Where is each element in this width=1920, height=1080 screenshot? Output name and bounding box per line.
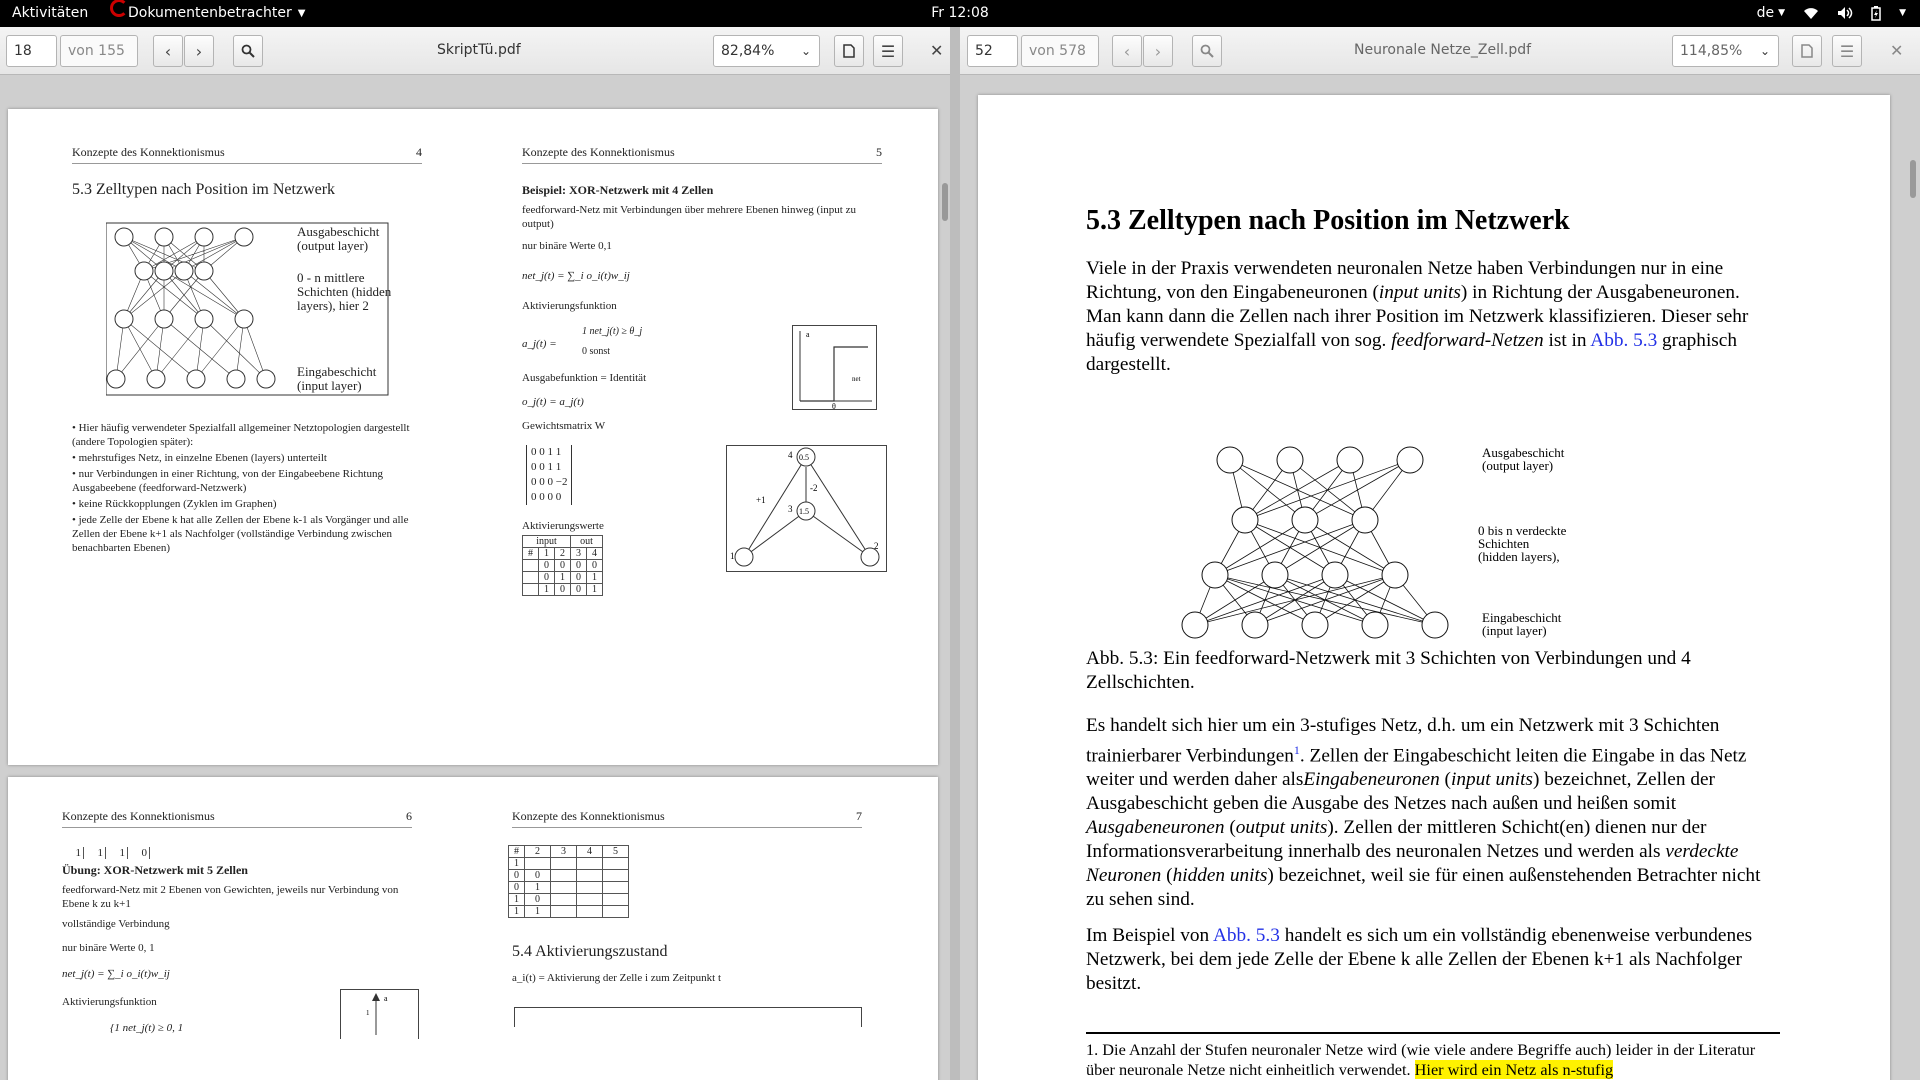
previous-page-button[interactable] (1112, 35, 1142, 67)
clock[interactable]: Fr 12:08 (931, 5, 989, 21)
plot-theta: θ (832, 402, 836, 411)
slide-title: 5.3 Zelltypen nach Position im Netzwerk (72, 181, 336, 198)
weight-matrix: 0 0 1 1 0 0 1 1 0 0 0 −2 0 0 0 0 (526, 445, 572, 505)
chevron-down-icon: ⌄ (800, 44, 811, 58)
slide-number: 6 (406, 809, 412, 823)
menu-button[interactable] (1832, 35, 1862, 67)
page-number-input[interactable]: 18 (6, 35, 57, 67)
slide-header: Konzepte des Konnektionismus (522, 145, 675, 159)
chevron-down-icon: ⌄ (1759, 44, 1770, 58)
next-page-button[interactable] (184, 35, 214, 67)
bullet-list (72, 421, 422, 555)
close-icon[interactable]: ✕ (1890, 41, 1904, 60)
formula: {1 net_j(t) ≥ 0, 1 (110, 1022, 184, 1034)
slide-text: a_i(t) = Aktivierung der Zelle i zum Zeitpunkt t (512, 972, 722, 984)
node-number: 3 (788, 504, 793, 514)
hamburger-icon: ☰ (1839, 41, 1855, 61)
slide-7 (512, 809, 882, 1080)
left-scrollbar-thumb[interactable] (942, 183, 948, 221)
chevron-left-icon: ‹ (164, 41, 172, 61)
menu-button[interactable] (873, 35, 903, 67)
slide-text: Aktivierungsfunktion (62, 996, 157, 1008)
document-icon (1801, 44, 1813, 58)
chevron-left-icon: ‹ (1123, 41, 1131, 61)
zoom-value: 82,84% (721, 43, 775, 59)
system-tray[interactable] (1757, 5, 1906, 21)
slide-text: feedforward-Netz mit Verbindungen über mehrere Ebenen hinweg (input zu output) (522, 204, 856, 230)
slide-number: 4 (416, 145, 422, 159)
figure-label-input: Eingabeschicht (input layer) (1482, 610, 1562, 638)
slide-title: Beispiel: XOR-Netzwerk mit 4 Zellen (522, 183, 714, 197)
search-icon (1200, 44, 1214, 58)
plot-value-one: 1 (366, 1009, 370, 1017)
volume-icon (1837, 6, 1853, 20)
list-item: • mehrstufiges Netz, in einzelne Ebenen (layers) unterteilt (72, 452, 327, 464)
system-top-bar (0, 0, 1920, 27)
list-item: • nur Verbindungen in einer Richtung, von der Eingabeebene Richtung Ausgabeebene (feedforward-Netzwerk) (72, 468, 383, 494)
output-layer-label: Ausgabeschicht (output layer) (297, 224, 380, 253)
formula: 0 sonst (582, 346, 611, 357)
slide-title: Übung: XOR-Netzwerk mit 5 Zellen (62, 863, 248, 877)
node-number: 1 (730, 551, 735, 561)
battery-icon (1871, 6, 1881, 21)
hidden-layers-label: 0 - n mittlere Schichten (hidden layers), hier 2 (297, 270, 392, 313)
node-number: 4 (788, 450, 793, 460)
formula: o_j(t) = a_j(t) (522, 396, 584, 408)
app-menu-label: Dokumentenbetrachter (128, 5, 292, 21)
list-item: • jede Zelle der Ebene k hat alle Zellen der Ebene k-1 als Vorgänger und alle Zellen der Ebene k+1 als Nachfolger (vollständige Verbindung zwischen benachbarten Ebenen) (72, 514, 409, 554)
slide-text: feedforward-Netz mit 2 Ebenen von Gewichten, jeweils nur Verbindung von Ebene k zu k+1 (62, 884, 399, 910)
zoom-select[interactable] (1672, 35, 1779, 67)
paragraph-2: Es handelt sich hier um ein 3-stufiges Netz, d.h. um ein Netzwerk mit 3 Schichten trainierbarer Verbindungen$^1$. Zellen der Eingabeschicht leiten die Eingabe in das Netz weiter und werden daher alsEingabeneuronen (input units) bezeichnet, Zellen der Ausgabeschicht geben die Ausgabe des Netzes nach außen und heißen somit Ausgabeneuronen (output units). Zellen der mittleren Schicht(en) dienen nur der Informationsverarbeitung innerhalb des neuronalen Netzes und werden als verdeckte Neuronen (hidden units) bezeichnet, weil sie für einen außenstehenden Betrachter nicht zu sehen sind. (1086, 715, 1761, 911)
slide-title: 5.4 Aktivierungszustand (512, 943, 668, 960)
slide-header: Konzepte des Konnektionismus (62, 809, 215, 823)
slide-text: nur binäre Werte 0,1 (522, 240, 612, 252)
right-scrollbar-thumb[interactable] (1910, 160, 1916, 198)
feedforward-network-figure (1175, 440, 1455, 640)
highlighted-text[interactable]: Hier wird ein Netz als n-stufig (1414, 1060, 1614, 1079)
figure-label-hidden: 0 bis n verdeckte Schichten (hidden layers), (1478, 523, 1567, 564)
page-19 (8, 777, 938, 1080)
slide-6 (62, 809, 422, 1080)
slide-text: Ausgabefunktion = Identität (522, 372, 647, 384)
activities-button[interactable]: Aktivitäten (12, 5, 89, 21)
power-menu-icon: ▼ (1899, 8, 1906, 18)
page-total-label: von 578 (1021, 35, 1099, 67)
activation-table: input out # 1 2 3 4 0 0 0 0 0 1 0 1 1 0 0 1 (522, 535, 603, 596)
slide-number: 5 (876, 145, 882, 159)
formula: net_j(t) = ∑_i o_i(t)w_ij (522, 270, 630, 282)
paragraph-1: Viele in der Praxis verwendeten neuronalen Netze haben Verbindungen nur in eine Richtung, von den Eingabeneuronen (input units) in Richtung der Ausgabeneuronen. Man kann dann die Zellen nach ihrer Position im Netzwerk klassifizieren. Dieser sehr häufig verwendete Spezialfall von sog. feedforward-Netzen ist in Abb. 5.3 graphisch dargestellt. (1086, 258, 1749, 375)
chevron-down-icon: ▼ (297, 7, 306, 19)
slide-header: Konzepte des Konnektionismus (512, 809, 665, 823)
formula: 1 net_j(t) ≥ θ_j (582, 326, 643, 337)
chevron-right-icon: › (195, 41, 203, 61)
page-total-label: von 155 (60, 35, 138, 67)
hamburger-icon: ☰ (880, 41, 896, 61)
slide-text: vollständige Verbindung (62, 918, 170, 930)
document-icon (843, 44, 855, 58)
left-page-view[interactable] (0, 75, 950, 1080)
section-heading: 5.3 Zelltypen nach Position im Netzwerk (1086, 205, 1570, 236)
wifi-icon (1803, 6, 1819, 20)
footnote-link[interactable]: 1 (1293, 743, 1300, 757)
search-icon (241, 44, 255, 58)
language-indicator[interactable]: de (1756, 5, 1775, 21)
paragraph-3: Im Beispiel von Abb. 5.3 handelt es sich um ein vollständig ebenenweise verbundenes Netzwerk, bei dem jede Zelle der Ebene k alle Zellen der Ebenen k+1 als Nachfolger besitzt. (1086, 925, 1753, 994)
next-page-button[interactable] (1143, 35, 1173, 67)
top-row: 1 1 1 0 (62, 847, 150, 859)
slide-5 (522, 145, 892, 745)
input-layer-label: Eingabeschicht (input layer) (297, 364, 377, 393)
weight-label: +1 (756, 495, 766, 505)
slide-text: Aktivierungsfunktion (522, 300, 617, 312)
list-item: • keine Rückkopplungen (Zyklen im Graphen) (72, 498, 277, 510)
slide-header: Konzepte des Konnektionismus (72, 145, 225, 159)
formula: net_j(t) = ∑_i o_i(t)w_ij (62, 968, 170, 980)
right-toolbar (960, 27, 1920, 75)
view-document-button[interactable] (1792, 35, 1822, 67)
slide-text: nur binäre Werte 0, 1 (62, 942, 155, 954)
slide-4 (72, 145, 432, 745)
document-title: Neuronale Netze_Zell.pdf (1354, 42, 1532, 58)
node-number: 2 (874, 541, 879, 551)
figure-label-output: Ausgabeschicht (output layer) (1482, 445, 1565, 473)
close-icon[interactable]: ✕ (930, 41, 944, 60)
figure-caption: Abb. 5.3: Ein feedforward-Netzwerk mit 3 Schichten von Verbindungen und 4 Zellschichten. (1086, 648, 1691, 693)
step-function-plot (792, 325, 878, 411)
exercise-table: # 2 3 4 5 1 0 0 0 1 1 0 1 1 (508, 845, 629, 918)
xor-network-graph (726, 445, 888, 573)
page-18 (8, 109, 938, 765)
page-number-input[interactable]: 52 (967, 35, 1018, 67)
weight-label: -2 (810, 483, 818, 493)
view-document-button[interactable] (834, 35, 864, 67)
formula: a_j(t) = (522, 338, 557, 350)
zoom-select[interactable] (713, 35, 820, 67)
left-document-pane (0, 27, 950, 1080)
left-toolbar (0, 27, 950, 75)
figure-link[interactable]: Abb. 5.3 (1212, 925, 1280, 946)
chevron-right-icon: › (1154, 41, 1162, 61)
pane-divider[interactable] (950, 27, 960, 1080)
list-item: • Hier häufig verwendeter Spezialfall allgemeiner Netztopologien dargestellt (andere Topologien später): (72, 422, 410, 448)
zoom-value: 114,85% (1680, 43, 1743, 59)
footnote: 1. Die Anzahl der Stufen neuronaler Netze wird (wie viele andere Begriffe auch) leider in der Literatur über neuronale Netze nicht einheitlich verwendet. Hier wird ein Netz als n-stufig (1086, 1040, 1756, 1079)
node-threshold: 0.5 (799, 453, 809, 462)
slide-number: 7 (856, 809, 862, 823)
search-button[interactable] (233, 35, 263, 67)
plot-axis-a: a (384, 994, 388, 1003)
plot-axis-net: net (852, 375, 861, 383)
slide-text: Aktivierungswerte (522, 520, 604, 532)
figure-link[interactable]: Abb. 5.3 (1590, 330, 1658, 351)
previous-page-button[interactable] (153, 35, 183, 67)
step-function-plot (340, 989, 420, 1039)
footnote-rule (1086, 1032, 1780, 1034)
slide-text: Gewichtsmatrix W (522, 420, 606, 432)
document-title: SkriptTü.pdf (437, 42, 521, 58)
search-button[interactable] (1192, 35, 1222, 67)
clipped-box (514, 1007, 862, 1027)
chevron-down-icon: ▼ (1778, 8, 1786, 18)
plot-axis-a: a (806, 330, 810, 339)
node-threshold: 1.5 (799, 507, 809, 516)
